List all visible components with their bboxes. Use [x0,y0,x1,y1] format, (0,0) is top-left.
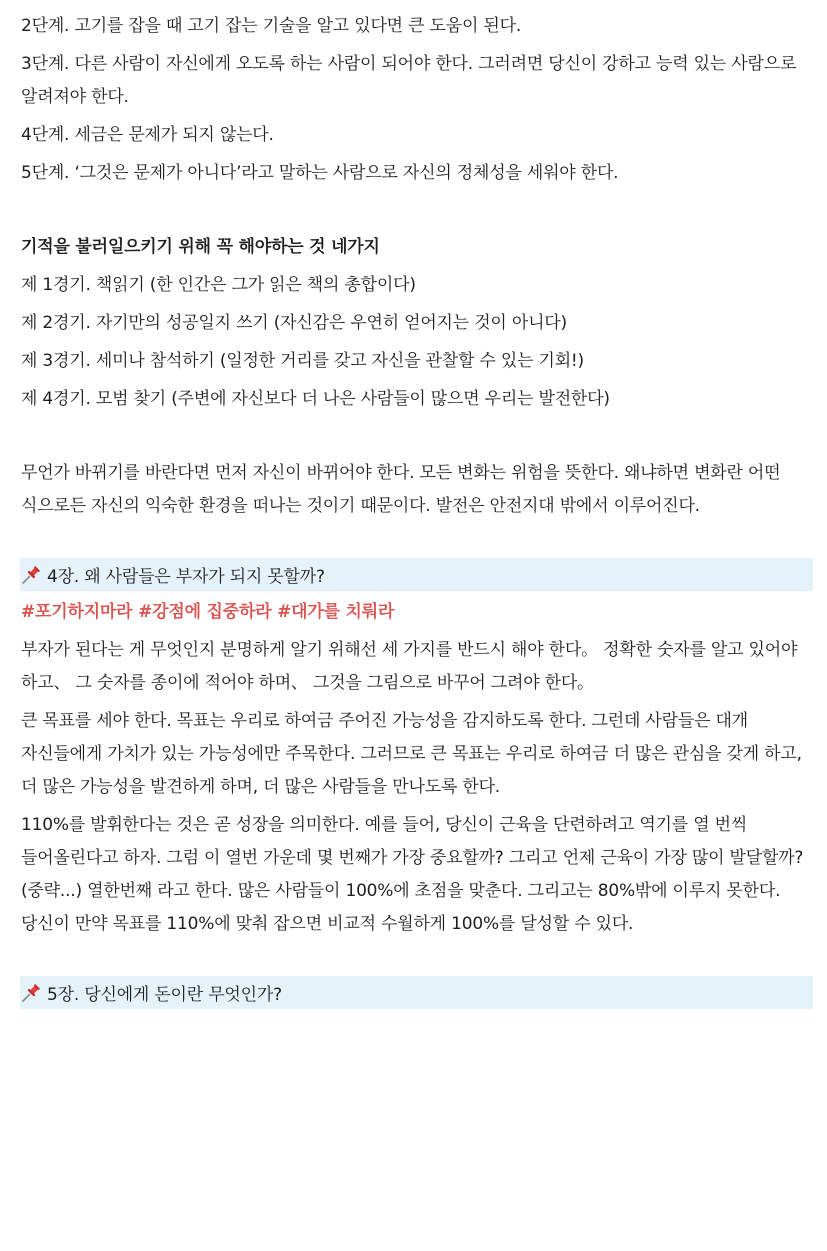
spacer [21,528,813,558]
change-paragraph: 무언가 바뀌기를 바란다면 먼저 자신이 바뀌어야 한다. 모든 변화는 위험을 뜻한다. 왜냐하면 변화란 어떤 식으로든 자신의 익숙한 환경을 떠나는 것이기 때문이다. 발전은 안전지대 밖에서 이루어진다. [21,463,781,516]
step-4: 4단계. 세금은 문제가 되지 않는다. [21,125,274,145]
chapter-4-tags: #포기하지마라 #강점에 집중하라 #대가를 치뤄라 [21,602,395,622]
step-2: 2단계. 고기를 잡을 때 고기 잡는 기술을 알고 있다면 큰 도움이 된다. [21,16,522,36]
step-5: 5단계. ‘그것은 문제가 아니다’라고 말하는 사람으로 자신의 정체성을 세워야 한다. [21,163,619,183]
chapter-4-paragraph-1: 부자가 된다는 게 무엇인지 분명하게 알기 위해선 세 가지를 반드시 해야 한다。 정확한 숫자를 알고 있어야 하고、 그 숫자를 종이에 적어야 하며、 그것을 그림으로 바꾸어 그려야 한다。 [21,640,798,693]
miracle-item-3: 제 3경기. 세미나 참석하기 (일정한 거리를 갖고 자신을 관찰할 수 있는 기회!) [21,351,584,371]
miracle-item-2: 제 2경기. 자기만의 성공일지 쓰기 (자신감은 우연히 얻어지는 것이 아니다) [21,313,567,333]
chapter-5-title: 5장. 당신에게 돈이란 무엇인가? [47,985,282,1005]
miracle-heading: 기적을 불러일으키기 위해 꼭 해야하는 것 네가지 [21,237,380,257]
pushpin-icon [21,983,41,1003]
chapter-4-title: 4장. 왜 사람들은 부자가 되지 못할까? [47,567,325,587]
miracle-item-1: 제 1경기. 책읽기 (한 인간은 그가 읽은 책의 총합이다) [21,275,416,295]
spacer [21,946,813,976]
chapter-4-paragraph-3: 110%를 발휘한다는 것은 곧 성장을 의미한다. 예를 들어, 당신이 근육을 단련하려고 역기를 열 번씩 들어올린다고 하자. 그럼 이 열번 가운데 몇 번째가 가장 중요할까? 그리고 언제 근육이 가장 많이 발달할까? (중략...) 열한번째 라고 한다. 많은 사람들이 100%에 초점을 맞춘다. 그리고는 80%밖에 이루지 못한다. 당신이 만약 목표를 110%에 맞춰 잡으면 비교적 수월하게 100%를 달성할 수 있다. [21,815,804,934]
miracle-item-4: 제 4경기. 모범 찾기 (주변에 자신보다 더 나은 사람들이 많으면 우리는 발전한다) [21,389,610,409]
chapter-5-callout [20,976,813,1009]
chapter-4-callout [20,558,813,591]
spacer [21,421,813,457]
step-3: 3단계. 다른 사람이 자신에게 오도록 하는 사람이 되어야 한다. 그러려면 당신이 강하고 능력 있는 사람으로 알려져야 한다. [21,54,797,107]
pushpin-icon [21,565,41,585]
chapter-4-paragraph-2: 큰 목표를 세야 한다. 목표는 우리로 하여금 주어진 가능성을 감지하도록 한다. 그런데 사람들은 대개 자신들에게 가치가 있는 가능성에만 주목한다. 그러므로 큰 목표는 우리로 하여금 더 많은 관심을 갖게 하고, 더 많은 가능성을 발견하게 하며, 더 많은 사람들을 만나도록 한다. [21,711,802,797]
spacer [21,195,813,231]
